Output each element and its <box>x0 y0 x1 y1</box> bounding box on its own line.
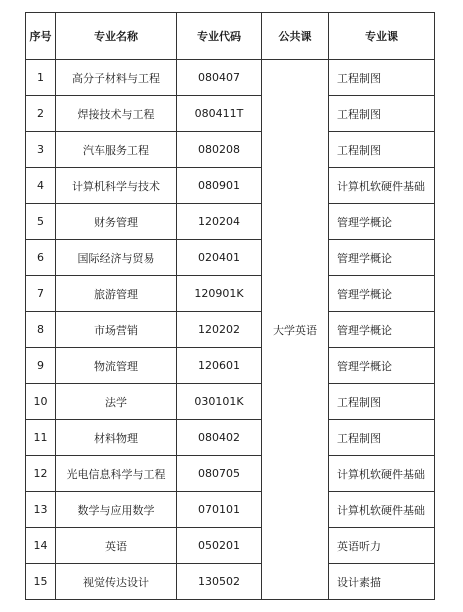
table-body <box>26 60 435 600</box>
cell-major-code: 120202 <box>177 312 262 348</box>
course-table-container <box>25 12 435 600</box>
table-row <box>26 528 435 564</box>
cell-seq: 10 <box>26 384 56 420</box>
cell-major-course: 计算机软硬件基础 <box>329 168 435 204</box>
cell-major-code: 080705 <box>177 456 262 492</box>
cell-seq: 9 <box>26 348 56 384</box>
cell-major-name: 法学 <box>56 384 177 420</box>
table-row <box>26 240 435 276</box>
cell-major-course: 计算机软硬件基础 <box>329 456 435 492</box>
cell-major-course: 工程制图 <box>329 132 435 168</box>
table-row <box>26 420 435 456</box>
table-row <box>26 204 435 240</box>
cell-seq: 14 <box>26 528 56 564</box>
cell-major-name: 光电信息科学与工程 <box>56 456 177 492</box>
cell-seq: 12 <box>26 456 56 492</box>
cell-major-code: 080402 <box>177 420 262 456</box>
cell-major-course: 工程制图 <box>329 420 435 456</box>
cell-major-course: 英语听力 <box>329 528 435 564</box>
cell-major-code: 080208 <box>177 132 262 168</box>
cell-seq: 3 <box>26 132 56 168</box>
cell-major-code: 120601 <box>177 348 262 384</box>
header-major-code: 专业代码 <box>177 13 262 60</box>
table-row <box>26 132 435 168</box>
cell-major-course: 工程制图 <box>329 384 435 420</box>
cell-major-code: 080901 <box>177 168 262 204</box>
cell-major-course: 设计素描 <box>329 564 435 600</box>
cell-major-name: 材料物理 <box>56 420 177 456</box>
course-table <box>25 12 435 600</box>
table-row <box>26 312 435 348</box>
header-major-course: 专业课 <box>329 13 435 60</box>
cell-major-name: 国际经济与贸易 <box>56 240 177 276</box>
cell-seq: 4 <box>26 168 56 204</box>
table-row <box>26 564 435 600</box>
cell-seq: 15 <box>26 564 56 600</box>
cell-major-name: 高分子材料与工程 <box>56 60 177 96</box>
cell-major-course: 管理学概论 <box>329 204 435 240</box>
cell-seq: 6 <box>26 240 56 276</box>
cell-major-code: 070101 <box>177 492 262 528</box>
cell-major-name: 视觉传达设计 <box>56 564 177 600</box>
table-row <box>26 492 435 528</box>
cell-major-code: 120204 <box>177 204 262 240</box>
header-public-course: 公共课 <box>262 13 329 60</box>
cell-seq: 1 <box>26 60 56 96</box>
cell-major-name: 物流管理 <box>56 348 177 384</box>
cell-major-code: 080411T <box>177 96 262 132</box>
table-row <box>26 276 435 312</box>
cell-major-course: 工程制图 <box>329 60 435 96</box>
cell-major-course: 管理学概论 <box>329 312 435 348</box>
cell-seq: 11 <box>26 420 56 456</box>
cell-major-code: 120901K <box>177 276 262 312</box>
cell-major-name: 旅游管理 <box>56 276 177 312</box>
cell-seq: 7 <box>26 276 56 312</box>
cell-seq: 13 <box>26 492 56 528</box>
cell-seq: 5 <box>26 204 56 240</box>
table-row <box>26 384 435 420</box>
cell-major-code: 050201 <box>177 528 262 564</box>
table-row <box>26 96 435 132</box>
cell-major-name: 汽车服务工程 <box>56 132 177 168</box>
cell-major-code: 030101K <box>177 384 262 420</box>
header-major-name: 专业名称 <box>56 13 177 60</box>
cell-major-course: 管理学概论 <box>329 348 435 384</box>
header-seq: 序号 <box>26 13 56 60</box>
table-row <box>26 168 435 204</box>
cell-major-course: 计算机软硬件基础 <box>329 492 435 528</box>
cell-seq: 8 <box>26 312 56 348</box>
cell-major-name: 英语 <box>56 528 177 564</box>
cell-major-code: 020401 <box>177 240 262 276</box>
cell-major-name: 数学与应用数学 <box>56 492 177 528</box>
table-row <box>26 60 435 96</box>
table-row <box>26 348 435 384</box>
cell-major-code: 080407 <box>177 60 262 96</box>
table-row <box>26 456 435 492</box>
cell-major-name: 焊接技术与工程 <box>56 96 177 132</box>
cell-major-name: 财务管理 <box>56 204 177 240</box>
table-header-row <box>26 13 435 60</box>
cell-major-course: 管理学概论 <box>329 240 435 276</box>
cell-public-course: 大学英语 <box>262 60 329 600</box>
cell-major-code: 130502 <box>177 564 262 600</box>
cell-major-course: 管理学概论 <box>329 276 435 312</box>
cell-major-name: 计算机科学与技术 <box>56 168 177 204</box>
cell-seq: 2 <box>26 96 56 132</box>
cell-major-name: 市场营销 <box>56 312 177 348</box>
cell-major-course: 工程制图 <box>329 96 435 132</box>
